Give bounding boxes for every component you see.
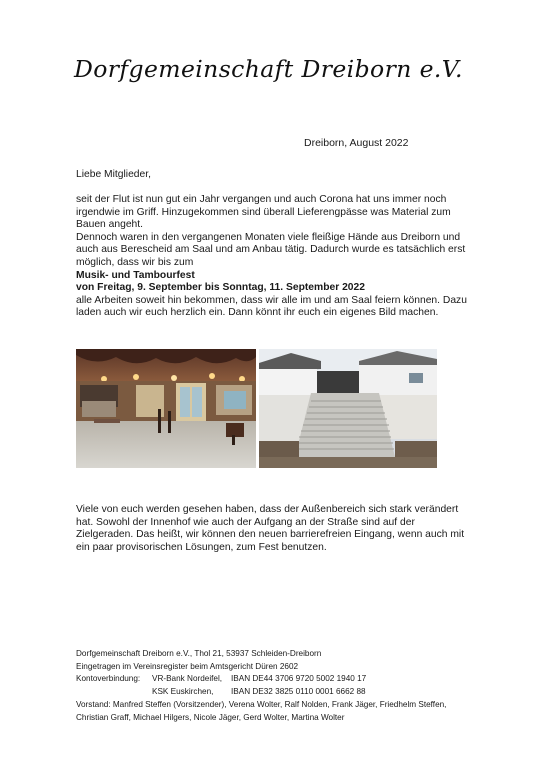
hall-interior-photo: [76, 349, 256, 468]
footer-register: Eingetragen im Vereinsregister beim Amtsgericht Düren 2602: [76, 661, 299, 671]
bank2-name: KSK Euskirchen,: [152, 687, 214, 697]
footer-bank-row-1: [76, 673, 446, 686]
footer-bank-row-2: [76, 686, 446, 699]
bank1-iban: IBAN DE44 3706 9720 5002 1940 17: [231, 674, 367, 684]
letter-footer: [76, 648, 446, 724]
salutation: Liebe Mitglieder,: [76, 169, 151, 180]
invitation-text: alle Arbeiten soweit hin bekommen, dass wir alle im und am Saal feiern können. Dazu laden auch wir euch herzlich ein. Dann könnt ihr euch ein eigenes Bild machen.: [76, 294, 467, 319]
footer-board-line-1: Vorstand: Manfred Steffen (Vorsitzender), Verena Wolter, Ralf Nolden, Frank Jäger, Friedhelm Steffen,: [76, 699, 447, 709]
event-dates: von Freitag, 9. September bis Sonntag, 11. September 2022: [76, 282, 365, 294]
outdoor-stairs-photo: [259, 349, 437, 468]
paragraph-outdoor-area: Viele von euch werden gesehen haben, dass der Außenbereich sich stark verändert hat. Sowohl der Innenhof wie auch der Aufgang an der Straße sind auf der Zielgeraden. Das heißt, wir können den neuen barrierefreien Eingang, wenn auch mit ein paar provisorischen Lösungen, zum Fest benutzen.: [76, 504, 465, 553]
paragraph-intro: [76, 194, 471, 320]
progress-text: Dennoch waren in den vergangenen Monaten viele fleißige Hände aus Dreiborn und auch aus Berescheid am Saal und am Anbau tätig. Dadurch wurde es tatsächlich erst möglich, dass wir bis zum: [76, 231, 466, 268]
footer-board-line-2: Christian Graff, Michael Hilgers, Nicole Jäger, Gerd Wolter, Martina Wolter: [76, 712, 345, 722]
footer-address: Dorfgemeinschaft Dreiborn e.V., Thol 21, 53937 Schleiden-Dreiborn: [76, 649, 322, 658]
bank-label: Kontoverbindung:: [76, 674, 141, 684]
bank1-name: VR-Bank Nordeifel,: [152, 674, 223, 684]
letterhead-title: Dorfgemeinschaft Dreiborn e.V.: [74, 55, 463, 83]
bank2-iban: IBAN DE32 3825 0110 0001 6662 88: [231, 687, 366, 697]
date-line: Dreiborn, August 2022: [304, 137, 409, 149]
event-title: Musik- und Tambourfest: [76, 269, 195, 281]
intro-text: seit der Flut ist nun gut ein Jahr vergangen und auch Corona hat uns immer noch irgendwie im Griff. Hinzugekommen sind überall Lieferengpässe was Material zum Bauen angeht.: [76, 194, 451, 231]
